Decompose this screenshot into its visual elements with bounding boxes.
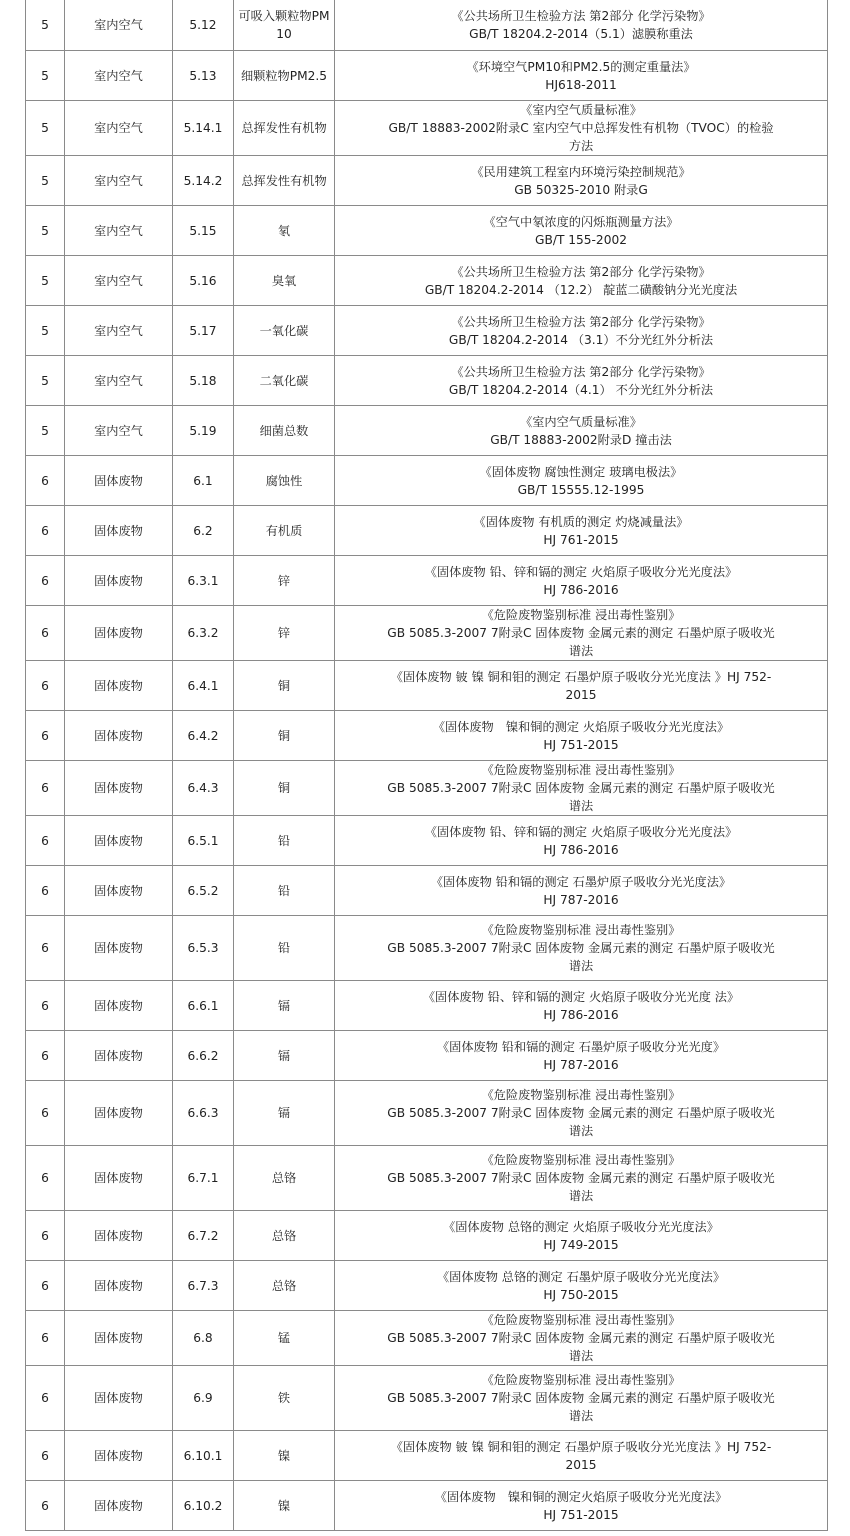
method-line: 《危险废物鉴别标准 浸出毒性鉴别》 (481, 1373, 681, 1387)
row-code: 5.17 (173, 306, 234, 356)
row-category: 固体废物 (65, 506, 173, 556)
row-number: 6 (26, 606, 65, 661)
row-code: 6.4.1 (173, 661, 234, 711)
method-line: 《室内空气质量标准》 (520, 103, 642, 117)
method-line: GB/T 18883-2002附录C 室内空气中总挥发性有机物（TVOC）的检验 (388, 121, 774, 135)
method-line: 方法 (568, 139, 594, 153)
method-line: GB 5085.3-2007 7附录C 固体废物 金属元素的测定 石墨炉原子吸收光 (387, 1171, 775, 1185)
row-category: 固体废物 (65, 916, 173, 981)
row-code: 6.10.2 (173, 1481, 234, 1531)
row-item: 总铬 (234, 1146, 335, 1211)
method-line: 《固体废物 铅和镉的测定 石墨炉原子吸收分光光度法》 (430, 874, 732, 889)
row-method (335, 1481, 828, 1531)
method-line: 《固体废物 铅、锌和镉的测定 火焰原子吸收分光光度法》 (424, 564, 738, 579)
row-code: 5.19 (173, 406, 234, 456)
method-line: 《固体废物 镍和铜的测定 火焰原子吸收分光光度法》 (432, 719, 730, 734)
row-method (335, 406, 828, 456)
row-category: 固体废物 (65, 1481, 173, 1531)
row-code: 6.3.2 (173, 606, 234, 661)
table-row (26, 981, 828, 1031)
row-method (335, 1431, 828, 1481)
row-item: 镍 (234, 1481, 335, 1531)
method-line: GB 5085.3-2007 7附录C 固体废物 金属元素的测定 石墨炉原子吸收光 (387, 1106, 775, 1120)
method-line: 《危险废物鉴别标准 浸出毒性鉴别》 (481, 923, 681, 937)
row-method (335, 1031, 828, 1081)
row-code: 6.2 (173, 506, 234, 556)
method-line: 《公共场所卫生检验方法 第2部分 化学污染物》 (451, 264, 711, 279)
table-row (26, 1081, 828, 1146)
row-item: 细菌总数 (234, 406, 335, 456)
row-method (335, 1146, 828, 1211)
method-line: GB/T 18204.2-2014（5.1）滤膜称重法 (469, 27, 693, 41)
method-line: 《空气中氡浓度的闪烁瓶测量方法》 (483, 214, 679, 229)
method-line: HJ 751-2015 (543, 737, 619, 752)
row-code: 6.5.1 (173, 816, 234, 866)
table-row (26, 1481, 828, 1531)
row-number: 6 (26, 661, 65, 711)
row-method (335, 661, 828, 711)
method-line: GB/T 18204.2-2014 （12.2） 靛蓝二磺酸钠分光光度法 (424, 282, 738, 297)
method-line: HJ 750-2015 (543, 1287, 619, 1302)
row-category: 固体废物 (65, 816, 173, 866)
table-row (26, 606, 828, 661)
row-category: 室内空气 (65, 406, 173, 456)
row-method (335, 456, 828, 506)
row-method (335, 1081, 828, 1146)
row-method (335, 1261, 828, 1311)
method-line: 《固体废物 总铬的测定 石墨炉原子吸收分光光度法》 (436, 1269, 726, 1284)
row-number: 5 (26, 156, 65, 206)
row-code: 6.5.2 (173, 866, 234, 916)
row-method (335, 356, 828, 406)
row-method (335, 1311, 828, 1366)
row-method (335, 1366, 828, 1431)
row-method (335, 51, 828, 101)
row-method (335, 0, 828, 51)
row-item: 总铬 (234, 1211, 335, 1261)
row-category: 固体废物 (65, 711, 173, 761)
row-category: 固体废物 (65, 456, 173, 506)
row-category: 固体废物 (65, 1031, 173, 1081)
row-number: 6 (26, 1366, 65, 1431)
method-line: HJ 786-2016 (543, 1007, 619, 1022)
row-code: 6.4.2 (173, 711, 234, 761)
row-category: 室内空气 (65, 206, 173, 256)
method-line: 《公共场所卫生检验方法 第2部分 化学污染物》 (451, 364, 711, 379)
method-line: 《固体废物 铍 镍 铜和钼的测定 石墨炉原子吸收分光光度法 》HJ 752- (390, 1439, 772, 1454)
row-number: 6 (26, 1211, 65, 1261)
row-method (335, 306, 828, 356)
method-line: 《危险废物鉴别标准 浸出毒性鉴别》 (481, 1153, 681, 1167)
table-row (26, 1366, 828, 1431)
row-number: 6 (26, 1031, 65, 1081)
row-code: 6.1 (173, 456, 234, 506)
row-number: 6 (26, 1146, 65, 1211)
row-code: 5.12 (173, 0, 234, 51)
row-item: 铁 (234, 1366, 335, 1431)
method-line: GB/T 18204.2-2014 （3.1）不分光红外分析法 (448, 332, 714, 347)
row-category: 固体废物 (65, 606, 173, 661)
row-number: 5 (26, 0, 65, 51)
row-number: 5 (26, 206, 65, 256)
row-category: 固体废物 (65, 1146, 173, 1211)
method-line: GB 5085.3-2007 7附录C 固体废物 金属元素的测定 石墨炉原子吸收光 (387, 941, 775, 955)
table-row (26, 916, 828, 981)
row-code: 5.14.1 (173, 101, 234, 156)
row-item: 有机质 (234, 506, 335, 556)
row-method (335, 156, 828, 206)
method-line: HJ 786-2016 (543, 842, 619, 857)
row-category: 固体废物 (65, 1211, 173, 1261)
row-method (335, 206, 828, 256)
method-line: 谱法 (568, 1189, 594, 1203)
row-item: 镍 (234, 1431, 335, 1481)
method-line: 《危险废物鉴别标准 浸出毒性鉴别》 (481, 608, 681, 622)
table-row (26, 306, 828, 356)
row-item: 铜 (234, 711, 335, 761)
table-row (26, 1311, 828, 1366)
method-line: GB 50325-2010 附录G (514, 182, 648, 197)
row-number: 6 (26, 1311, 65, 1366)
row-number: 5 (26, 406, 65, 456)
row-number: 6 (26, 556, 65, 606)
method-line: GB 5085.3-2007 7附录C 固体废物 金属元素的测定 石墨炉原子吸收光 (387, 781, 775, 795)
row-category: 室内空气 (65, 51, 173, 101)
row-number: 5 (26, 101, 65, 156)
table-row (26, 456, 828, 506)
method-line: 谱法 (568, 1349, 594, 1363)
table-row (26, 256, 828, 306)
method-line: GB/T 18883-2002附录D 撞击法 (490, 432, 672, 447)
row-code: 6.6.2 (173, 1031, 234, 1081)
method-line: 2015 (565, 687, 597, 702)
row-code: 6.10.1 (173, 1431, 234, 1481)
row-method (335, 816, 828, 866)
row-item: 一氧化碳 (234, 306, 335, 356)
method-line: GB 5085.3-2007 7附录C 固体废物 金属元素的测定 石墨炉原子吸收光 (387, 1331, 775, 1345)
method-line: 《固体废物 镍和铜的测定火焰原子吸收分光光度法》 (434, 1489, 728, 1504)
row-code: 5.15 (173, 206, 234, 256)
row-category: 室内空气 (65, 306, 173, 356)
row-category: 固体废物 (65, 981, 173, 1031)
row-method (335, 506, 828, 556)
row-code: 6.7.3 (173, 1261, 234, 1311)
row-method (335, 556, 828, 606)
table-row (26, 356, 828, 406)
method-line: 《固体废物 总铬的测定 火焰原子吸收分光光度法》 (443, 1219, 719, 1234)
row-number: 6 (26, 711, 65, 761)
row-number: 6 (26, 1261, 65, 1311)
row-number: 6 (26, 456, 65, 506)
row-number: 6 (26, 866, 65, 916)
row-item: 铜 (234, 761, 335, 816)
table-row (26, 0, 828, 51)
row-category: 固体废物 (65, 661, 173, 711)
method-line: HJ 786-2016 (543, 582, 619, 597)
row-method (335, 101, 828, 156)
row-code: 6.6.1 (173, 981, 234, 1031)
method-line: 《危险废物鉴别标准 浸出毒性鉴别》 (481, 763, 681, 777)
table-row (26, 1146, 828, 1211)
row-category: 固体废物 (65, 866, 173, 916)
row-method (335, 256, 828, 306)
method-line: 《固体废物 有机质的测定 灼烧减量法》 (473, 514, 689, 529)
row-number: 6 (26, 1481, 65, 1531)
table-row (26, 761, 828, 816)
row-code: 5.13 (173, 51, 234, 101)
table-row (26, 1031, 828, 1081)
row-code: 6.6.3 (173, 1081, 234, 1146)
method-line: 谱法 (568, 1124, 594, 1138)
table-row (26, 156, 828, 206)
row-number: 6 (26, 761, 65, 816)
row-code: 5.16 (173, 256, 234, 306)
row-code: 6.3.1 (173, 556, 234, 606)
row-number: 5 (26, 51, 65, 101)
method-line: 《公共场所卫生检验方法 第2部分 化学污染物》 (451, 9, 711, 23)
row-code: 6.8 (173, 1311, 234, 1366)
table-row (26, 816, 828, 866)
row-method (335, 1211, 828, 1261)
row-number: 6 (26, 1431, 65, 1481)
row-category: 固体废物 (65, 761, 173, 816)
row-item: 锌 (234, 556, 335, 606)
method-line: HJ 751-2015 (543, 1507, 619, 1522)
row-method (335, 606, 828, 661)
method-line: 《固体废物 腐蚀性测定 玻璃电极法》 (479, 464, 683, 479)
row-category: 固体废物 (65, 1366, 173, 1431)
row-category: 室内空气 (65, 156, 173, 206)
row-item: 铅 (234, 916, 335, 981)
table-row (26, 1211, 828, 1261)
method-line: 谱法 (568, 1409, 594, 1423)
standards-table (25, 0, 828, 1531)
method-line: 《危险废物鉴别标准 浸出毒性鉴别》 (481, 1088, 681, 1102)
row-number: 5 (26, 256, 65, 306)
row-method (335, 981, 828, 1031)
table-row (26, 866, 828, 916)
row-method (335, 866, 828, 916)
row-category: 室内空气 (65, 0, 173, 51)
row-item: 锌 (234, 606, 335, 661)
row-item: 腐蚀性 (234, 456, 335, 506)
method-line: 《室内空气质量标准》 (520, 414, 642, 429)
row-category: 室内空气 (65, 356, 173, 406)
method-line: GB 5085.3-2007 7附录C 固体废物 金属元素的测定 石墨炉原子吸收光 (387, 1391, 775, 1405)
row-code: 6.7.2 (173, 1211, 234, 1261)
row-number: 6 (26, 981, 65, 1031)
method-line: 《固体废物 铍 镍 铜和钼的测定 石墨炉原子吸收分光光度法 》HJ 752- (390, 669, 772, 684)
row-number: 6 (26, 816, 65, 866)
method-line: HJ 749-2015 (543, 1237, 619, 1252)
row-code: 6.9 (173, 1366, 234, 1431)
table-row (26, 206, 828, 256)
row-category: 固体废物 (65, 1081, 173, 1146)
row-item: 镉 (234, 1031, 335, 1081)
row-item: 总挥发性有机物 (234, 101, 335, 156)
method-line: HJ618-2011 (545, 77, 617, 92)
method-line: 《固体废物 铅、锌和镉的测定 火焰原子吸收分光光度法》 (424, 824, 738, 839)
method-line: 《环境空气PM10和PM2.5的测定重量法》 (466, 59, 696, 74)
row-code: 6.4.3 (173, 761, 234, 816)
method-line: HJ 787-2016 (543, 892, 619, 907)
method-line: 《固体废物 铅和镉的测定 石墨炉原子吸收分光光度》 (436, 1039, 726, 1054)
method-line: GB/T 18204.2-2014（4.1） 不分光红外分析法 (448, 382, 714, 397)
method-line: GB 5085.3-2007 7附录C 固体废物 金属元素的测定 石墨炉原子吸收光 (387, 626, 775, 640)
row-category: 固体废物 (65, 1311, 173, 1366)
row-item: 锰 (234, 1311, 335, 1366)
method-line: HJ 787-2016 (543, 1057, 619, 1072)
table-row (26, 661, 828, 711)
table-row (26, 556, 828, 606)
row-method (335, 711, 828, 761)
method-line: 《公共场所卫生检验方法 第2部分 化学污染物》 (451, 314, 711, 329)
row-number: 6 (26, 916, 65, 981)
method-line: 《固体废物 铅、锌和镉的测定 火焰原子吸收分光光度 法》 (422, 989, 740, 1004)
table-row (26, 1431, 828, 1481)
row-item: 镉 (234, 1081, 335, 1146)
row-category: 室内空气 (65, 256, 173, 306)
table-row (26, 51, 828, 101)
row-item: 二氧化碳 (234, 356, 335, 406)
table-row (26, 506, 828, 556)
row-item: 臭氧 (234, 256, 335, 306)
row-category: 固体废物 (65, 1431, 173, 1481)
table-row (26, 101, 828, 156)
row-item: 镉 (234, 981, 335, 1031)
row-code: 6.5.3 (173, 916, 234, 981)
method-line: 谱法 (568, 644, 594, 658)
row-item: 可吸入颗粒物PM10 (234, 0, 335, 51)
row-method (335, 761, 828, 816)
method-line: 《危险废物鉴别标准 浸出毒性鉴别》 (481, 1313, 681, 1327)
row-number: 5 (26, 356, 65, 406)
table-row (26, 711, 828, 761)
row-item: 铅 (234, 816, 335, 866)
row-category: 固体废物 (65, 1261, 173, 1311)
row-number: 6 (26, 506, 65, 556)
method-line: 谱法 (568, 799, 594, 813)
row-category: 固体废物 (65, 556, 173, 606)
method-line: GB/T 15555.12-1995 (517, 482, 645, 497)
row-category: 室内空气 (65, 101, 173, 156)
row-item: 总挥发性有机物 (234, 156, 335, 206)
row-item: 总铬 (234, 1261, 335, 1311)
method-line: 2015 (565, 1457, 597, 1472)
row-code: 6.7.1 (173, 1146, 234, 1211)
row-number: 6 (26, 1081, 65, 1146)
row-item: 铜 (234, 661, 335, 711)
table-row (26, 1261, 828, 1311)
method-line: 谱法 (568, 959, 594, 973)
method-line: GB/T 155-2002 (535, 232, 627, 247)
method-line: HJ 761-2015 (543, 532, 619, 547)
row-item: 细颗粒物PM2.5 (234, 51, 335, 101)
row-number: 5 (26, 306, 65, 356)
row-code: 5.18 (173, 356, 234, 406)
table-row (26, 406, 828, 456)
table-body (26, 0, 828, 1531)
method-line: 《民用建筑工程室内环境污染控制规范》 (471, 164, 691, 179)
row-method (335, 916, 828, 981)
row-item: 氡 (234, 206, 335, 256)
row-item: 铅 (234, 866, 335, 916)
row-code: 5.14.2 (173, 156, 234, 206)
